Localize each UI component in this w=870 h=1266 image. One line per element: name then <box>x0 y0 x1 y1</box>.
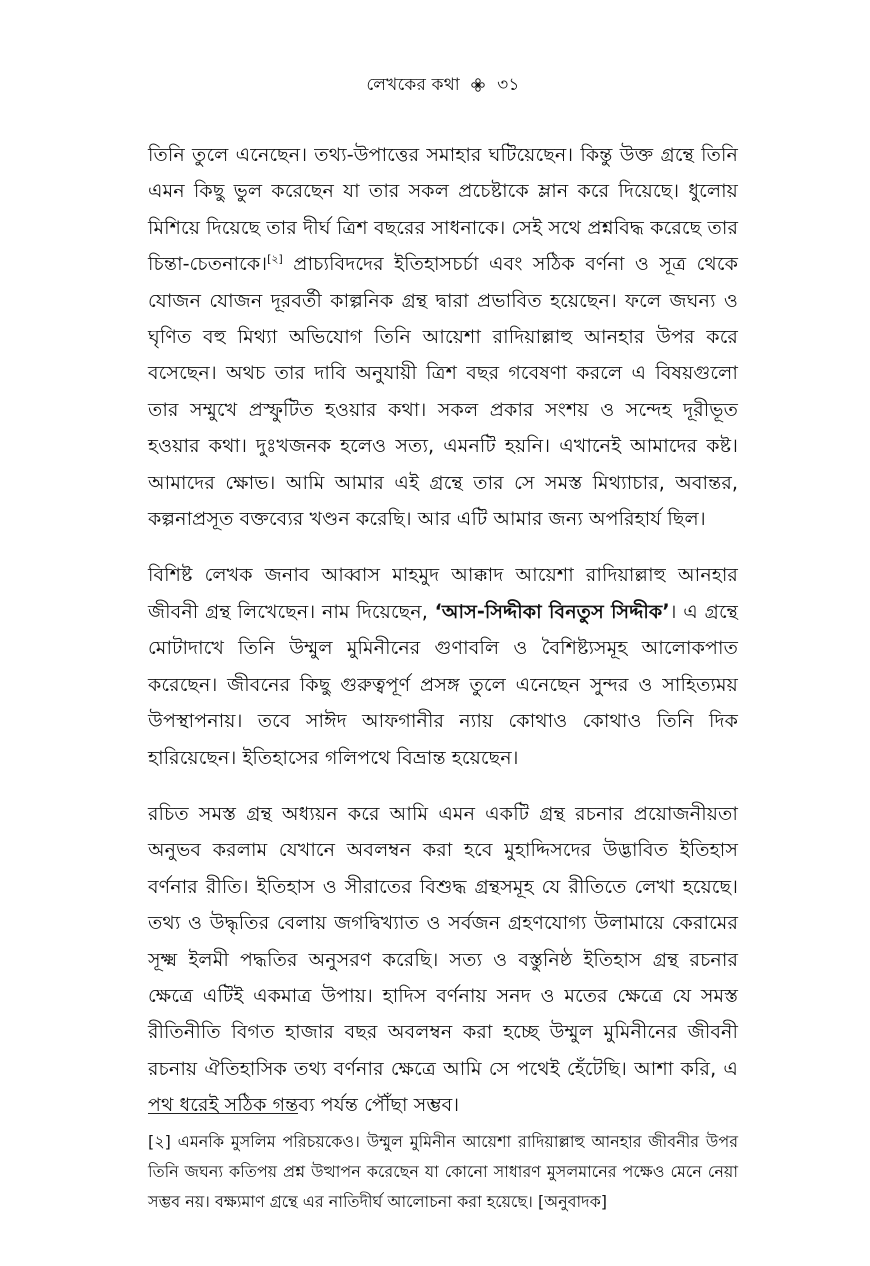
flower-ornament-icon <box>471 76 485 94</box>
paragraph-3: রচিত সমস্ত গ্রন্থ অধ্যয়ন করে আমি এমন একটি গ্রন্থ রচনার প্রয়োজনীয়তা অনুভব করলাম যেখানে অবলম্বন করা হবে মুহাদ্দিসদের উদ্ভাবিত ইতিহাস বর্ণনার রীতি। ইতিহাস ও সীরাতের বিশুদ্ধ গ্রন্থসমূহ যে রীতিতে লেখা হয়েছে। তথ্য ও উদ্ধৃতির বেলায় জগদ্বিখ্যাত ও সর্বজন গ্রহণযোগ্য উলামায়ে কেরামের সূক্ষ্ম ইলমী পদ্ধতির অনুসরণ করেছি। সত্য ও বস্তুনিষ্ঠ ইতিহাস গ্রন্থ রচনার ক্ষেত্রে এটিই একমাত্র উপায়। হাদিস বর্ণনায় সনদ ও মতের ক্ষেত্রে যে সমস্ত রীতিনীতি বিগত হাজার বছর অবলম্বন করা হচ্ছে উম্মুল মুমিনীনের জীবনী রচনায় ঐতিহাসিক তথ্য বর্ণনার ক্ষেত্রে আমি সে পথেই হেঁটেছি। আশা করি, এ পথ ধরেই সঠিক গন্তব্য পর্যন্ত পৌঁছা সম্ভব। <box>148 801 738 1117</box>
running-title: লেখকের কথা <box>366 75 460 95</box>
footnote-2: [২] এমনকি মুসলিম পরিচয়কেও। উম্মুল মুমিনীন আয়েশা রাদিয়াল্লাহু আনহার জীবনীর উপর তিনি জঘন্য কতিপয় প্রশ্ন উত্থাপন করেছেন যা কোনো সাধারণ মুসলমানের পক্ষেও মেনে নেয়া সম্ভব নয়। বক্ষ্যমাণ গ্রন্থে এর নাতিদীর্ঘ আলোচনা করা হয়েছে। [অনুবাদক] <box>148 1132 738 1211</box>
main-text <box>148 137 738 1144</box>
footnote-reference-2[interactable]: [২] <box>267 252 283 266</box>
paragraph-1-text-b: প্রাচ্যবিদদের ইতিহাসচর্চা এবং সঠিক বর্ণনা ও সূত্র থেকে যোজন যোজন দূরবর্তী কাল্পনিক গ্রন্থ দ্বারা প্রভাবিত হয়েছেন। ফলে জঘন্য ও ঘৃণিত বহু মিথ্যা অভিযোগ তিনি আয়েশা রাদিয়াল্লাহু আনহার উপর করে বসেছেন। অথচ তার দাবি অনুযায়ী ত্রিশ বছর গবেষণা করলে এ বিষয়গুলো তার সম্মুখে প্রস্ফুটিত হওয়ার কথা। সকল প্রকার সংশয় ও সন্দেহ দূরীভূত হওয়ার কথা। দুঃখজনক হলেও সত্য, এমনটি হয়নি। এখানেই আমাদের কষ্ট। আমাদের ক্ষোভ। আমি আমার এই গ্রন্থে তার সে সমস্ত মিথ্যাচার, অবান্তর, কল্পনাপ্রসূত বক্তব্যের খণ্ডন করেছি। আর এটি আমার জন্য অপরিহার্য ছিল। <box>148 252 738 531</box>
page-number: ৩১ <box>497 75 520 95</box>
running-header <box>148 72 738 100</box>
book-title: ‘আস-সিদ্দীকা বিনতুস সিদ্দীক’ <box>434 599 670 623</box>
footnote-divider <box>148 1113 298 1114</box>
paragraph-2-text-a: বিশিষ্ট লেখক জনাব আব্বাস মাহমুদ আক্কাদ আয়েশা রাদিয়াল্লাহু আনহার জীবনী গ্রন্থ লিখেছেন। নাম দিয়েছেন, <box>148 563 738 623</box>
paragraph-2-text-b: । এ গ্রন্থে মোটাদাখে তিনি উম্মুল মুমিনীনের গুণাবলি ও বৈশিষ্ট্যসমূহ আলোকপাত করেছেন। জীবনের কিছু গুরুত্বপূর্ণ প্রসঙ্গ তুলে এনেছেন সুন্দর ও সাহিত্যময় উপস্থাপনায়। তবে সাঈদ আফগানীর ন্যায় কোথাও কোথাও তিনি দিক হারিয়েছেন। ইতিহাসের গলিপথে বিভ্রান্ত হয়েছেন। <box>148 599 738 769</box>
paragraph-1-text-a: তিনি তুলে এনেছেন। তথ্য-উপাত্তের সমাহার ঘটিয়েছেন। কিন্তু উক্ত গ্রন্থে তিনি এমন কিছু ভুল করেছেন যা তার সকল প্রচেষ্টাকে ম্লান করে দিয়েছে। ধুলোয় মিশিয়ে দিয়েছে তার দীর্ঘ ত্রিশ বছরের সাধনাকে। সেই সথে প্রশ্নবিদ্ধ করেছে তার চিন্তা-চেতনাকে। <box>148 143 738 276</box>
paragraph-2 <box>148 557 738 775</box>
paragraph-1 <box>148 137 738 537</box>
